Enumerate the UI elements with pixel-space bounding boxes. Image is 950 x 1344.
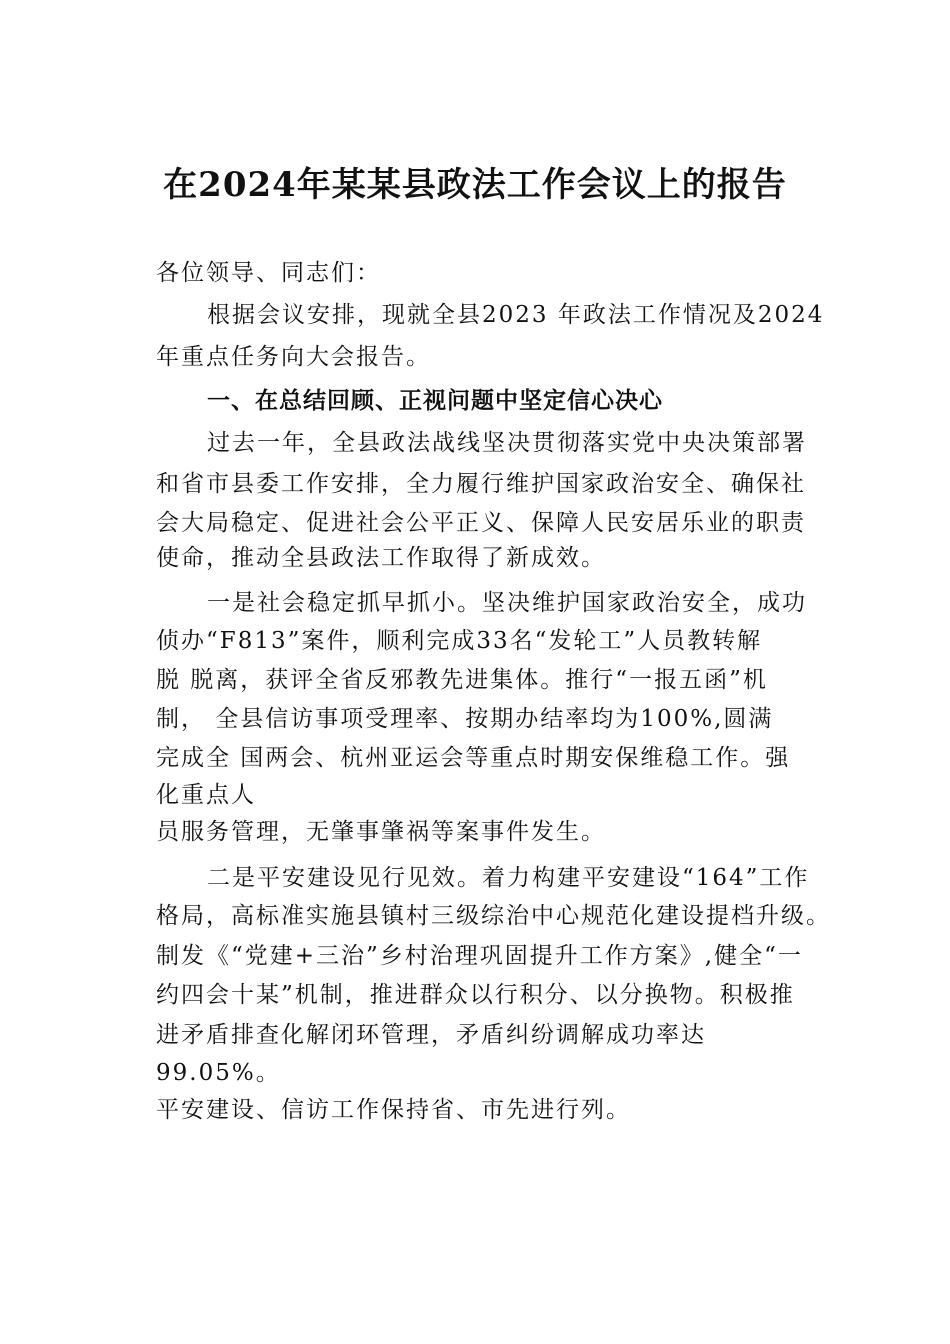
point2-line-6: 99.05%。 [156, 1060, 281, 1086]
summary-line-4: 使命，推动全县政法工作取得了新成效。 [156, 545, 606, 571]
point2-line-3: 制发《“党建+三治”乡村治理巩固提升工作方案》,健全“一 [156, 943, 803, 969]
point2-line-4: 约四会十某”机制，推进群众以行积分、以分换物。积极推 [156, 982, 795, 1008]
document-title: 在2024年某某县政法工作会议上的报告 [163, 165, 787, 205]
point1-line-3: 脱 脱离，获评全省反邪教先进集体。推行“一报五函”机 [156, 667, 768, 693]
point2-line-1: 二是平安建设见行见效。着力构建平安建设“164”工作 [207, 865, 810, 891]
summary-line-2: 和省市县委工作安排，全力履行维护国家政治安全、确保社 [156, 471, 806, 497]
section-heading-1: 一、在总结回顾、正视问题中坚定信心决心 [207, 388, 663, 414]
point2-line-2: 格局，高标准实施县镇村三级综治中心规范化建设提档升级。 [156, 903, 831, 929]
point1-line-5: 完成全 国两会、杭州亚运会等重点时期安保维稳工作。强 [156, 745, 791, 771]
point1-line-2: 侦办“F813”案件，顺利完成33名“发轮工”人员教转解 [156, 628, 763, 654]
point2-line-5: 进矛盾排查化解闭环管理，矛盾纠纷调解成功率达 [156, 1022, 706, 1048]
point2-line-7: 平安建设、信访工作保持省、市先进行列。 [156, 1097, 631, 1123]
point1-line-6: 化重点人 [156, 782, 256, 808]
intro-line-1: 根据会议安排，现就全县2023 年政法工作情况及2024 [207, 302, 825, 328]
summary-line-3: 会大局稳定、促进社会公平正义、保障人民安居乐业的职责 [156, 510, 806, 536]
intro-line-2: 年重点任务向大会报告。 [156, 344, 431, 370]
salutation: 各位领导、同志们： [156, 260, 381, 286]
point1-line-4: 制， 全县信访事项受理率、按期办结率均为100%,圆满 [156, 706, 774, 732]
point1-line-7: 员服务管理，无肇事肇祸等案事件发生。 [156, 819, 606, 845]
summary-line-1: 过去一年，全县政法战线坚决贯彻落实党中央决策部署 [207, 430, 807, 456]
point1-line-1: 一是社会稳定抓早抓小。坚决维护国家政治安全，成功 [207, 590, 807, 616]
